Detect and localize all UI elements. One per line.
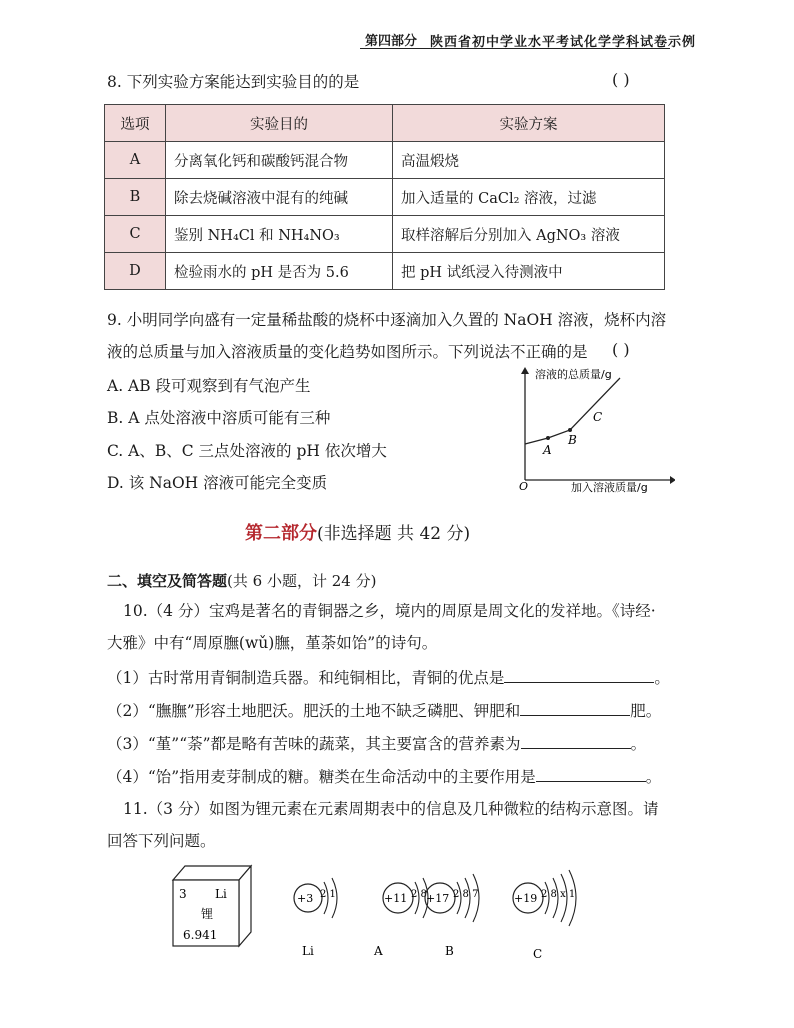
particle-label: A [374,944,383,958]
option-purpose: 分离氧化钙和碳酸钙混合物 [166,142,393,179]
particle-label: C [533,947,543,961]
origin-label: O [519,480,529,493]
q10-item-text: （2）“膴膴”形容土地肥沃。肥沃的土地不缺乏磷肥、钾肥和 [107,702,521,720]
table-row [105,179,665,216]
point-c-label: C [593,410,603,424]
q9-line1: 9. 小明同学向盛有一定量稀盐酸的烧杯中逐滴加入久置的 NaOH 溶液，烧杯内溶 [107,311,667,329]
particle-b [425,874,479,958]
option-key: C [105,216,166,253]
q8-answer-paren: ( ) [612,70,630,89]
option-key: B [105,179,166,216]
svg-text:2 8: 2 8 [411,889,427,900]
q11-line1: 11.（3 分）如图为锂元素在元素周期表中的信息及几种微粒的结构示意图。请 [123,800,659,818]
part2-title [245,519,470,545]
q11-line2: 回答下列问题。 [107,832,216,850]
y-axis-arrow [521,367,529,374]
q8-stem: 8. 下列实验方案能达到实验目的的是 [107,73,360,91]
svg-text:+19: +19 [514,892,538,905]
q9-option-a: A. AB 段可观察到有气泡产生 [107,377,311,395]
q10-item-end: 。 [630,735,647,753]
atomic-number: 3 [179,887,187,901]
x-axis-arrow [670,476,675,484]
part2-rest: (非选择题 共 42 分) [317,524,471,544]
q9-option-d: D. 该 NaOH 溶液可能完全变质 [107,474,328,492]
element-cell [165,858,255,948]
element-symbol: Li [215,887,227,901]
point-b-label: B [568,433,577,447]
answer-blank[interactable] [520,701,630,716]
svg-text:2 1: 2 1 [320,889,336,900]
q8-table [104,104,665,290]
svg-text:+17: +17 [426,892,450,905]
q10-item-1 [107,666,670,688]
option-key: D [105,253,166,290]
svg-text:+3: +3 [297,892,314,905]
q10-line1: 10.（4 分）宝鸡是著名的青铜器之乡，境内的周原是周文化的发祥地。《诗经· [123,602,656,620]
particle-li [294,878,337,958]
q9-line2: 液的总质量与加入溶液质量的变化趋势如图所示。下列说法不正确的是 [107,343,588,361]
option-method: 高温煅烧 [393,142,665,179]
element-name: 锂 [201,907,214,921]
svg-text:+11: +11 [384,892,408,905]
option-method: 取样溶解后分别加入 AgNO₃ 溶液 [393,216,665,253]
point-b-marker [568,428,572,432]
section2-title: 二、填空及简答题 [107,572,228,590]
q10-item-2 [107,699,661,721]
table-row [105,216,665,253]
q10-item-end: 。 [645,768,662,786]
table-header: 实验方案 [393,105,665,142]
option-method: 把 pH 试纸浸入待测液中 [393,253,665,290]
table-header: 选项 [105,105,166,142]
q9-graph [505,366,675,494]
option-purpose: 检验雨水的 pH 是否为 5.6 [166,253,393,290]
q9-answer-paren: ( ) [612,340,630,359]
particle-diagrams [280,850,700,970]
q10-item-text: （4）“饴”指用麦芽制成的糖。糖类在生命活动中的主要作用是 [107,768,536,786]
q10-item-4 [107,765,661,787]
part2-bold: 第二部分 [245,523,317,544]
point-a-label: A [543,443,552,457]
answer-blank[interactable] [504,668,654,683]
table-row [105,253,665,290]
svg-text:2 8 x 1: 2 8 x 1 [541,889,576,900]
particle-c [513,870,576,961]
x-axis-label: 加入溶液质量/g [571,481,648,494]
answer-blank[interactable] [521,734,631,749]
table-header-row [105,105,665,142]
q10-item-end: 。 [654,669,670,687]
section2-note: (共 6 小题，计 24 分) [227,572,377,590]
q10-item-end: 肥。 [630,702,662,720]
section2-heading [107,570,376,591]
point-a-marker [546,436,550,440]
header-title: 陕西省初中学业水平考试化学学科试卷示例 [430,35,697,50]
particle-a [373,878,428,958]
table-header: 实验目的 [166,105,393,142]
q10-item-3 [107,732,646,754]
svg-text:2 8 7: 2 8 7 [453,889,479,900]
option-method: 加入适量的 CaCl₂ 溶液，过滤 [393,179,665,216]
header-divider [360,48,670,49]
answer-blank[interactable] [536,767,646,782]
option-key: A [105,142,166,179]
particle-label: Li [302,944,314,958]
q10-item-text: （3）“堇”“荼”都是略有苦味的蔬菜，其主要富含的营养素为 [107,735,521,753]
q9-option-c: C. A、B、C 三点处溶液的 pH 依次增大 [107,442,387,460]
q10-line2: 大雅》中有“周原膴(wǔ)膴，堇荼如饴”的诗句。 [107,634,438,652]
table-row [105,142,665,179]
q9-option-b: B. A 点处溶液中溶质可能有三种 [107,409,331,427]
y-axis-label: 溶液的总质量/g [535,368,612,381]
option-purpose: 除去烧碱溶液中混有的纯碱 [166,179,393,216]
atomic-mass: 6.941 [183,928,218,942]
header-part: 第四部分 [365,34,418,49]
option-purpose: 鉴别 NH₄Cl 和 NH₄NO₃ [166,216,393,253]
q10-item-text: （1）古时常用青铜制造兵器。和纯铜相比，青铜的优点是 [107,669,505,687]
particle-label: B [445,944,454,958]
